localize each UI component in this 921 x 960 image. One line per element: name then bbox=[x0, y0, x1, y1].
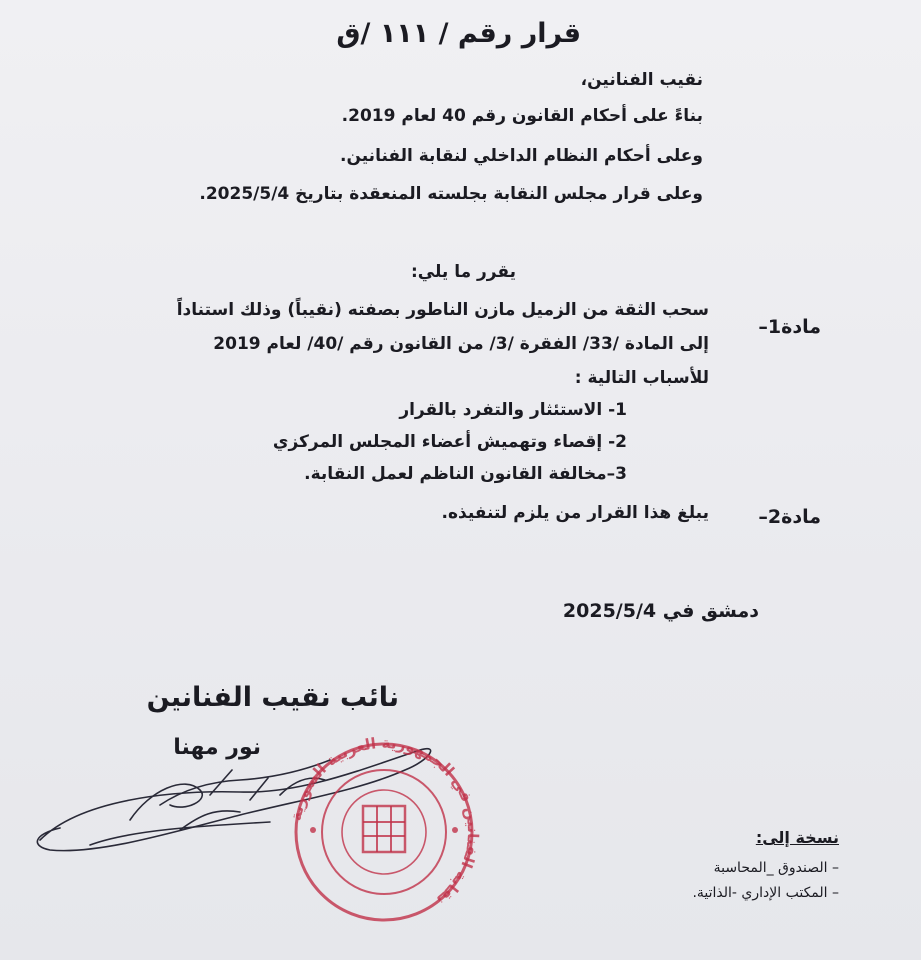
preamble-line-2: وعلى أحكام النظام الداخلي لنقابة الفنانين. bbox=[339, 146, 703, 166]
reason-3: 3–مخالفة القانون الناظم لعمل النقابة. bbox=[304, 464, 627, 484]
decides-heading: يقرر ما يلي: bbox=[410, 262, 516, 282]
reason-2: 2- إقصاء وتهميش أعضاء المجلس المركزي bbox=[272, 432, 627, 452]
copy-item-1: – الصندوق _المحاسبة bbox=[713, 860, 839, 876]
article-2-text: يبلغ هذا القرار من يلزم لتنفيذه. bbox=[441, 503, 709, 523]
article-1-label: مادة1– bbox=[758, 316, 821, 338]
decision-title: قرار رقم / ١١١ /ق bbox=[336, 18, 581, 49]
place-date: دمشق في 2025/5/4 bbox=[562, 600, 759, 622]
preamble-line-3: وعلى قرار مجلس النقابة بجلسته المنعقدة بتاريخ 2025/5/4. bbox=[199, 184, 703, 204]
reason-1: 1- الاستئثار والتفرد بالقرار bbox=[399, 400, 627, 420]
copies-title: نسخة إلى: bbox=[755, 828, 839, 847]
stamp-text: نقابة الفنانين في الجمهورية العربية السورية bbox=[286, 733, 483, 910]
article-1-line-3: للأسباب التالية : bbox=[574, 368, 709, 388]
issuer-line: نقيب الفنانين، bbox=[580, 70, 703, 90]
article-1-line-1: سحب الثقة من الزميل مازن الناطور بصفته (نقيباً) وذلك استناداً bbox=[176, 300, 709, 320]
article-1-line-2: إلى المادة /33/ الفقرة /3/ من القانون رقم /40/ لعام 2019 bbox=[213, 334, 709, 354]
article-2-label: مادة2– bbox=[758, 506, 821, 528]
preamble-line-1: بناءً على أحكام القانون رقم 40 لعام 2019. bbox=[341, 106, 703, 126]
copy-item-2: – المكتب الإداري -الذاتية. bbox=[692, 885, 839, 901]
signatory-title: نائب نقيب الفنانين bbox=[146, 682, 399, 713]
signatory-name: نور مهنا bbox=[173, 735, 261, 760]
